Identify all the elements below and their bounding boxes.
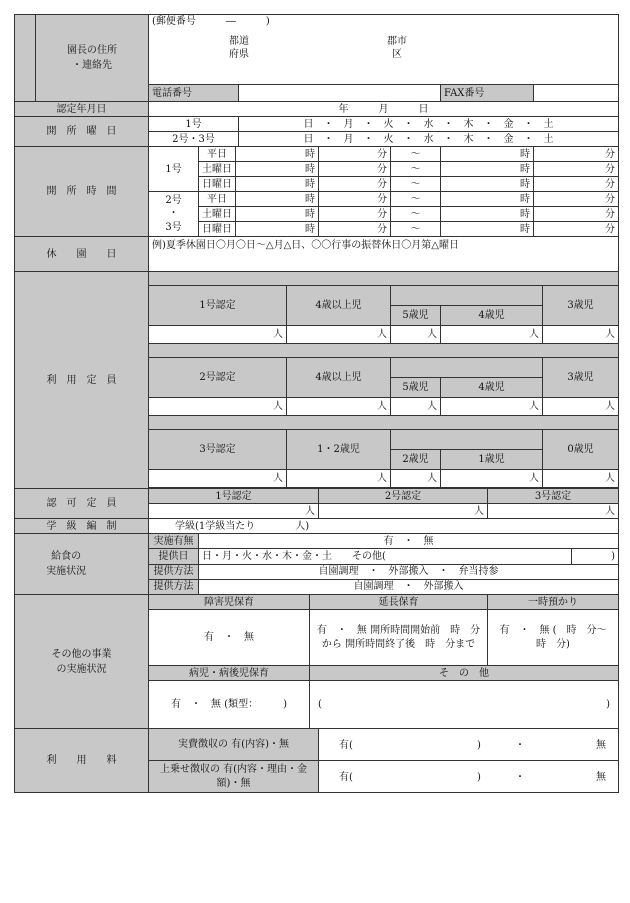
actual-cost-close: ) xyxy=(477,740,481,751)
capacity-g3-label: 3号認定 xyxy=(149,430,287,470)
tilde-mark: ～ xyxy=(391,162,441,177)
capacity-g1-age3-input[interactable]: 人 xyxy=(543,326,619,344)
hour-mark: 時 xyxy=(441,177,534,192)
extended-care-value[interactable]: 有 ・ 無 開所時間開始前 時 分から 開所時間終了後 時 分まで xyxy=(310,610,488,666)
capacity-g1-age4: 4歳児 xyxy=(441,306,543,326)
minute-mark: 分 xyxy=(534,222,619,237)
capacity-g2-age3: 3歳児 xyxy=(543,358,619,398)
extra-fee-value[interactable] xyxy=(319,761,619,793)
capacity-g3-age2-input[interactable]: 人 xyxy=(391,470,441,488)
capacity-g2-age3-input[interactable]: 人 xyxy=(543,398,619,416)
meals-label-cell xyxy=(15,534,149,595)
capacity-g3-older-input[interactable]: 人 xyxy=(287,470,391,488)
capacity-divider xyxy=(149,344,619,358)
fax-input[interactable] xyxy=(534,85,619,102)
capacity-g1-older: 4歳以上児 xyxy=(287,286,391,326)
minute-mark: 分 xyxy=(534,147,619,162)
extra-fee-yes: 有( xyxy=(339,772,353,783)
postal-code: (郵便番号 ― ) xyxy=(152,16,270,27)
capacity-g2-total-input[interactable]: 人 xyxy=(149,398,287,416)
other-misc-label: そ の 他 xyxy=(310,666,619,681)
misc-close-paren: ) xyxy=(606,699,610,710)
capacity-g2-age5-input[interactable]: 人 xyxy=(391,398,441,416)
hour-mark: 時 xyxy=(441,162,534,177)
open-hours-group-1: 1号 xyxy=(149,147,199,192)
principal-address-label: 園長の住所 ・連絡先 xyxy=(36,15,149,102)
tilde-mark: ～ xyxy=(391,177,441,192)
actual-cost-value[interactable] xyxy=(319,729,619,761)
capacity-g2-age4-input[interactable]: 人 xyxy=(441,398,543,416)
license-capacity-label: 認 可 定 員 xyxy=(15,489,149,519)
open-days-type-23: 2号・3号 xyxy=(149,132,239,147)
capacity-g1-age4-input[interactable]: 人 xyxy=(441,326,543,344)
phone-label: 電話番号 xyxy=(149,85,239,102)
weekday-label: 平日 xyxy=(199,147,236,162)
minute-mark: 分 xyxy=(319,207,391,222)
minute-mark: 分 xyxy=(319,222,391,237)
meals-implemented-label: 実施有無 xyxy=(149,534,199,549)
phone-input[interactable] xyxy=(239,85,441,102)
license-g1-header: 1号認定 xyxy=(149,489,319,504)
approval-date-value[interactable]: 年 月 日 xyxy=(149,102,619,117)
minute-mark: 分 xyxy=(319,162,391,177)
holiday-label: 日曜日 xyxy=(199,222,236,237)
hour-mark: 時 xyxy=(441,192,534,207)
city-label: 郡市 区 xyxy=(387,36,407,60)
capacity-g2-age4: 4歳児 xyxy=(441,378,543,398)
sick-child-care-label: 病児・病後児保育 xyxy=(149,666,310,681)
minute-mark: 分 xyxy=(534,207,619,222)
hour-mark: 時 xyxy=(236,147,319,162)
license-g2-input[interactable]: 人 xyxy=(319,504,488,519)
capacity-g3-age0-input[interactable]: 人 xyxy=(543,470,619,488)
meals-method-value-2[interactable]: 自園調理 ・ 外部搬入 xyxy=(199,579,619,594)
saturday-label: 土曜日 xyxy=(199,207,236,222)
open-days-type-1: 1号 xyxy=(149,117,239,132)
capacity-g2-older-input[interactable]: 人 xyxy=(287,398,391,416)
minute-mark: 分 xyxy=(534,162,619,177)
open-days-options-1[interactable]: 日 ・ 月 ・ 火 ・ 水 ・ 木 ・ 金 ・ 土 xyxy=(239,117,619,132)
misc-open-paren: ( xyxy=(318,699,322,710)
actual-cost-label: 実費徴収の 有(内容)・無 xyxy=(149,729,319,761)
other-misc-value[interactable] xyxy=(310,681,619,729)
capacity-g3-bracket xyxy=(391,430,543,450)
capacity-g3-age2: 2歳児 xyxy=(391,450,441,470)
meals-method-label: 提供方法 xyxy=(149,579,199,594)
capacity-g2-label: 2号認定 xyxy=(149,358,287,398)
capacity-g1-total-input[interactable]: 人 xyxy=(149,326,287,344)
capacity-g1-age5-input[interactable]: 人 xyxy=(391,326,441,344)
tilde-mark: ～ xyxy=(391,222,441,237)
hour-mark: 時 xyxy=(236,177,319,192)
meals-days-label: 提供日 xyxy=(149,549,199,564)
license-g3-input[interactable]: 人 xyxy=(488,504,619,519)
meals-method-label: 提供方法 xyxy=(149,564,199,579)
hour-mark: 時 xyxy=(236,222,319,237)
extended-care-label: 延長保育 xyxy=(310,595,488,610)
capacity-g3-total-input[interactable]: 人 xyxy=(149,470,287,488)
capacity-g2-age5: 5歳児 xyxy=(391,378,441,398)
open-days-label: 開 所 曜 日 xyxy=(15,117,149,147)
license-g2-header: 2号認定 xyxy=(319,489,488,504)
hour-mark: 時 xyxy=(236,192,319,207)
fees-label: 利 用 料 xyxy=(15,729,149,793)
fax-label: FAX番号 xyxy=(441,85,534,102)
minute-mark: 分 xyxy=(319,147,391,162)
hour-mark: 時 xyxy=(441,222,534,237)
actual-cost-yes: 有( xyxy=(339,740,353,751)
meals-implemented-value[interactable]: 有 ・ 無 xyxy=(199,534,619,549)
capacity-g1-older-input[interactable]: 人 xyxy=(287,326,391,344)
extra-fee-dot: ・ xyxy=(515,772,525,783)
hour-mark: 時 xyxy=(441,147,534,162)
capacity-g3-age0: 0歳児 xyxy=(543,430,619,470)
actual-cost-dot: ・ xyxy=(515,740,525,751)
hour-mark: 時 xyxy=(236,162,319,177)
license-g1-input[interactable]: 人 xyxy=(149,504,319,519)
tilde-mark: ～ xyxy=(391,147,441,162)
weekday-label: 平日 xyxy=(199,192,236,207)
minute-mark: 分 xyxy=(319,192,391,207)
meals-days-value[interactable]: 日・月・火・水・木・金・土 その他( xyxy=(199,549,572,564)
meals-days-close: ) xyxy=(572,549,619,564)
holidays-field[interactable]: 例)夏季休園日〇月〇日～△月△日、〇〇行事の振替休日〇月第△曜日 xyxy=(149,237,619,272)
class-structure-value[interactable]: 学級(1学級当たり 人) xyxy=(149,519,619,534)
minute-mark: 分 xyxy=(319,177,391,192)
sick-child-care-value[interactable]: 有 ・ 無 (類型： ) xyxy=(149,681,310,729)
open-days-options-23[interactable]: 日 ・ 月 ・ 火 ・ 水 ・ 木 ・ 金 ・ 土 xyxy=(239,132,619,147)
address-side-strip xyxy=(15,15,36,102)
capacity-g2-older: 4歳以上児 xyxy=(287,358,391,398)
minute-mark: 分 xyxy=(534,192,619,207)
class-structure-label: 学 級 編 制 xyxy=(15,519,149,534)
capacity-g1-age3: 3歳児 xyxy=(543,286,619,326)
capacity-divider xyxy=(149,416,619,430)
approval-date-label: 認定年月日 xyxy=(15,102,149,117)
actual-cost-no: 無 xyxy=(596,740,606,751)
capacity-g1-label: 1号認定 xyxy=(149,286,287,326)
saturday-label: 土曜日 xyxy=(199,162,236,177)
hour-mark: 時 xyxy=(236,207,319,222)
prefecture-label: 都道 府県 xyxy=(229,36,249,60)
hour-mark: 時 xyxy=(441,207,534,222)
disabled-care-value[interactable]: 有 ・ 無 xyxy=(149,610,310,666)
capacity-label: 利 用 定 員 xyxy=(15,272,149,489)
address-field[interactable] xyxy=(149,15,619,85)
capacity-g3-older: 1・2歳児 xyxy=(287,430,391,470)
capacity-g2-bracket xyxy=(391,358,543,378)
holiday-label: 日曜日 xyxy=(199,177,236,192)
facility-form-table xyxy=(14,14,619,793)
tilde-mark: ～ xyxy=(391,207,441,222)
holidays-label: 休 園 日 xyxy=(15,237,149,272)
capacity-g3-age1: 1歳児 xyxy=(441,450,543,470)
meals-method-value-1[interactable]: 自園調理 ・ 外部搬入 ・ 弁当持参 xyxy=(199,564,619,579)
tilde-mark: ～ xyxy=(391,192,441,207)
minute-mark: 分 xyxy=(534,177,619,192)
temporary-care-value[interactable]: 有 ・ 無 ( 時 分～ 時 分) xyxy=(488,610,619,666)
extra-fee-label: 上乗せ徴収の 有(内容・理由・金額)・無 xyxy=(149,761,319,793)
meals-label: 給食の 実施状況 xyxy=(46,551,87,577)
capacity-divider xyxy=(149,272,619,286)
license-g3-header: 3号認定 xyxy=(488,489,619,504)
open-hours-label: 開 所 時 間 xyxy=(15,147,149,237)
capacity-g1-bracket xyxy=(391,286,543,306)
capacity-g3-age1-input[interactable]: 人 xyxy=(441,470,543,488)
extra-fee-no: 無 xyxy=(596,772,606,783)
other-services-label: その他の事業 の実施状況 xyxy=(15,595,149,729)
disabled-care-label: 障害児保育 xyxy=(149,595,310,610)
open-hours-group-23: 2号 ・ 3号 xyxy=(149,192,199,237)
capacity-g1-age5: 5歳児 xyxy=(391,306,441,326)
temporary-care-label: 一時預かり xyxy=(488,595,619,610)
extra-fee-close: ) xyxy=(477,772,481,783)
